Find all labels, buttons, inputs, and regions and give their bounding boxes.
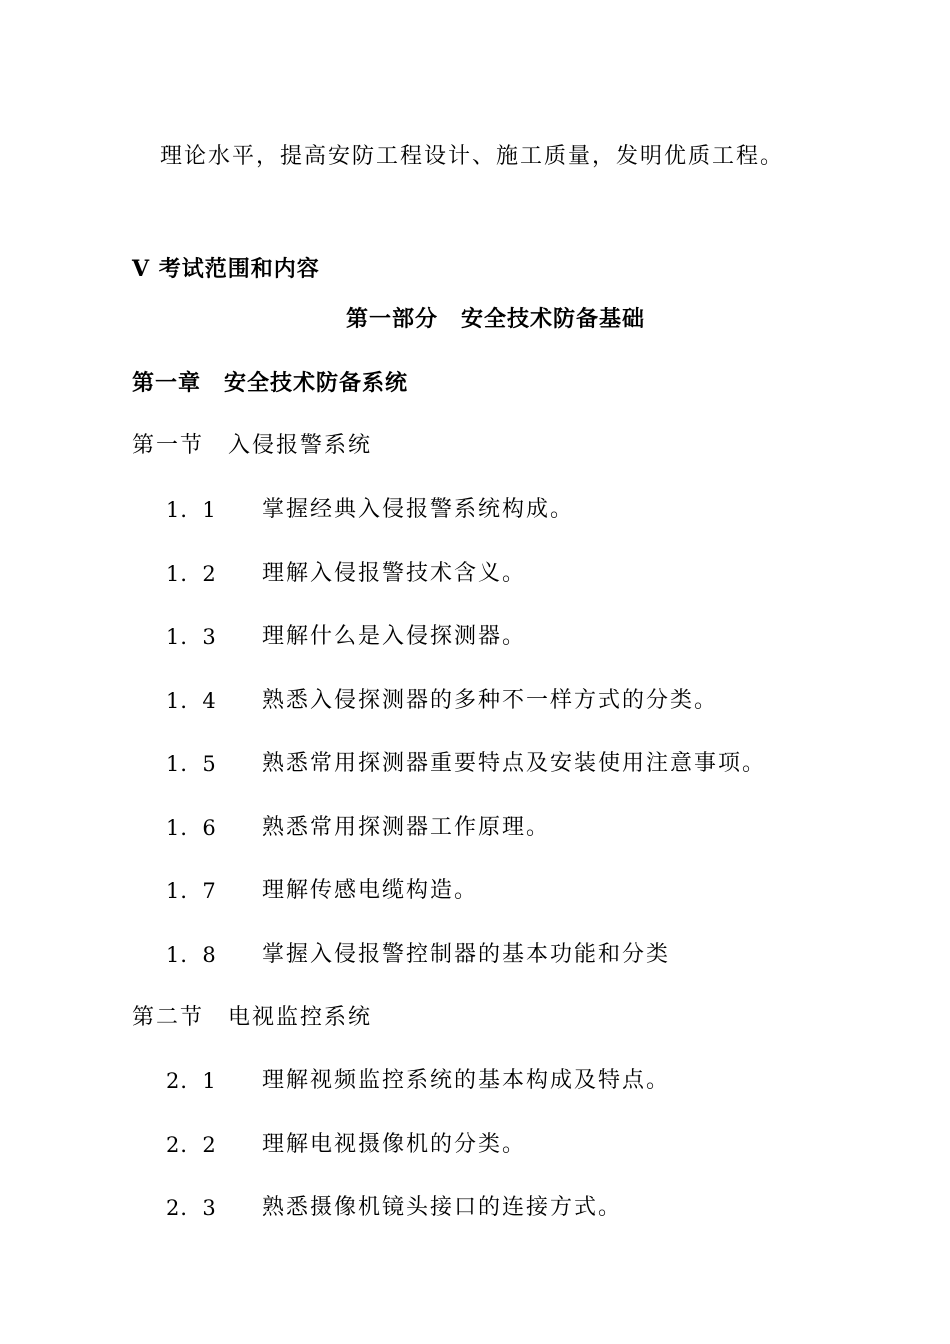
item-text: 理解传感电缆构造。 bbox=[262, 878, 479, 903]
item-number: 1．6 bbox=[166, 816, 217, 840]
item-number: 1．4 bbox=[166, 689, 217, 713]
item-number: 1．1 bbox=[166, 498, 217, 522]
item-text: 掌握入侵报警控制器的基本功能和分类 bbox=[262, 942, 671, 967]
item-number: 1．7 bbox=[166, 879, 217, 903]
item-number: 1．2 bbox=[166, 562, 217, 586]
item-number: 2．1 bbox=[166, 1069, 217, 1093]
section-title: 第一节 入侵报警系统 bbox=[132, 433, 373, 458]
item-text: 熟悉常用探测器工作原理。 bbox=[262, 815, 551, 840]
item-text: 理解入侵报警技术含义。 bbox=[262, 561, 527, 586]
item-text: 理解什么是入侵探测器。 bbox=[262, 624, 527, 649]
section-heading: Ⅴ 考试范围和内容 bbox=[132, 256, 320, 282]
item-text: 理解视频监控系统的基本构成及特点。 bbox=[262, 1068, 671, 1093]
section-title: 第二节 电视监控系统 bbox=[132, 1005, 373, 1030]
item-number: 1．8 bbox=[166, 943, 217, 967]
item-text: 熟悉摄像机镜头接口的连接方式。 bbox=[262, 1195, 623, 1220]
chapter-heading: 第一章 安全技术防备系统 bbox=[132, 370, 409, 396]
item-text: 熟悉入侵探测器的多种不一样方式的分类。 bbox=[262, 688, 719, 713]
item-number: 2．2 bbox=[166, 1133, 217, 1157]
item-text: 熟悉常用探测器重要特点及安装使用注意事项。 bbox=[262, 751, 767, 776]
item-number: 1．5 bbox=[166, 752, 217, 776]
part-heading: 第一部分 安全技术防备基础 bbox=[346, 306, 646, 332]
item-text: 理解电视摄像机的分类。 bbox=[262, 1132, 527, 1157]
intro-paragraph-tail: 理论水平，提高安防工程设计、施工质量，发明优质工程。 bbox=[160, 144, 785, 169]
item-number: 2．3 bbox=[166, 1196, 217, 1220]
item-number: 1．3 bbox=[166, 625, 217, 649]
item-text: 掌握经典入侵报警系统构成。 bbox=[262, 497, 575, 522]
